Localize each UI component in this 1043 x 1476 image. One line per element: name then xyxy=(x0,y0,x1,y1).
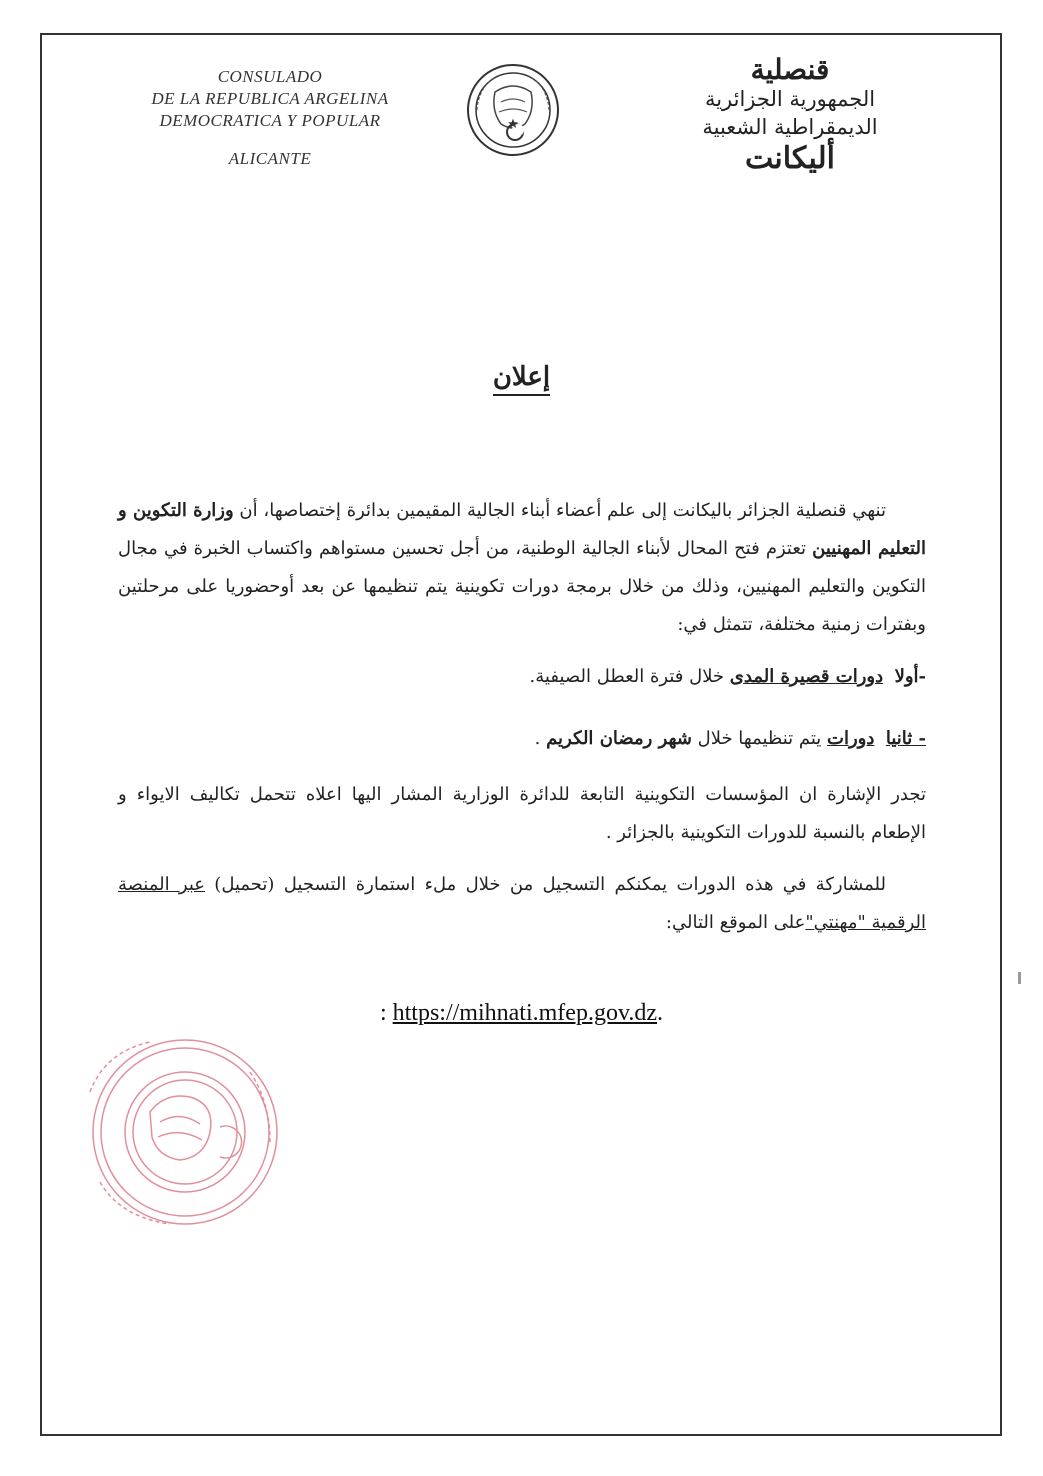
paragraph-intro xyxy=(118,492,926,644)
scan-mark xyxy=(1018,972,1021,984)
registration-text-2: على الموقع التالي: xyxy=(665,912,806,933)
header-line-2: DE LA REPUBLICA ARGELINA xyxy=(151,89,389,108)
official-stamp-icon xyxy=(70,1032,280,1232)
item1-title: دورات قصيرة المدى xyxy=(729,666,884,687)
registration-url-line xyxy=(0,1000,1043,1027)
header-ar-line-4: أليكانت xyxy=(744,141,836,176)
consulate-header-spanish xyxy=(120,66,420,170)
list-item-1 xyxy=(118,658,926,696)
list-item-2 xyxy=(118,720,926,758)
item1-prefix: -أولا xyxy=(894,666,926,687)
intro-text-1: تنهي قنصلية الجزائر باليكانت إلى علم أعضاء أبناء الجالية المقيمين بدائرة إختصاصها، أن xyxy=(233,500,886,521)
item1-text: خلال فترة العطل الصيفية. xyxy=(529,666,730,687)
registration-link[interactable]: https://mihnati.mfep.gov.dz xyxy=(392,1000,658,1026)
title-text: إعلان xyxy=(493,362,550,396)
algeria-emblem-icon xyxy=(465,62,561,158)
header-line-3: DEMOCRATICA Y POPULAR xyxy=(159,111,381,130)
header-ar-line-3: الديمقراطية الشعبية xyxy=(702,115,878,139)
header-ar-line-2: الجمهورية الجزائرية xyxy=(704,87,876,111)
consulate-header-arabic xyxy=(690,55,890,177)
header-city: ALICANTE xyxy=(228,149,312,168)
item2-prefix: - ثانيا xyxy=(885,728,926,749)
header-ar-line-1: قنصلية xyxy=(750,53,830,86)
item2-title: دورات xyxy=(827,728,875,749)
item2-text: يتم تنظيمها خلال xyxy=(691,728,828,749)
ministry-name: وزارة التكوين و التعليم المهنيين xyxy=(118,500,926,559)
platform-name: عبر المنصة الرقمية "مهنتي" xyxy=(118,874,926,933)
header-line-1: CONSULADO xyxy=(217,67,323,86)
paragraph-registration xyxy=(118,866,926,942)
intro-text-2: تعتزم فتح المحال لأبناء الجالية الوطنية، من أجل تحسين مستواهم واكتساب الخبرة في مجال التكوين والتعليم المهنيين، وذلك من خلال برمجة دورات تكوينية يتم تنظيمها عن بعد أوحضوريا على مرحلتين وبفترات زمنية مختلفة، تتمثل في: xyxy=(118,538,926,635)
url-suffix: . xyxy=(657,1000,664,1026)
item2-end: . xyxy=(534,728,547,749)
item2-highlight: شهر رمضان الكريم xyxy=(546,728,692,749)
paragraph-note: تجدر الإشارة ان المؤسسات التكوينية التابعة للدائرة الوزارية المشار اليها اعلاه تتحمل تكاليف الايواء و الإطعام بالنسبة للدورات التكوينية بالجزائر . xyxy=(118,784,926,843)
announcement-body xyxy=(118,492,926,942)
registration-text-1: للمشاركة في هذه الدورات يمكنكم التسجيل من خلال ملء استمارة التسجيل (تحميل) xyxy=(205,874,886,895)
url-prefix: : xyxy=(379,1000,393,1026)
announcement-title xyxy=(0,362,1043,392)
